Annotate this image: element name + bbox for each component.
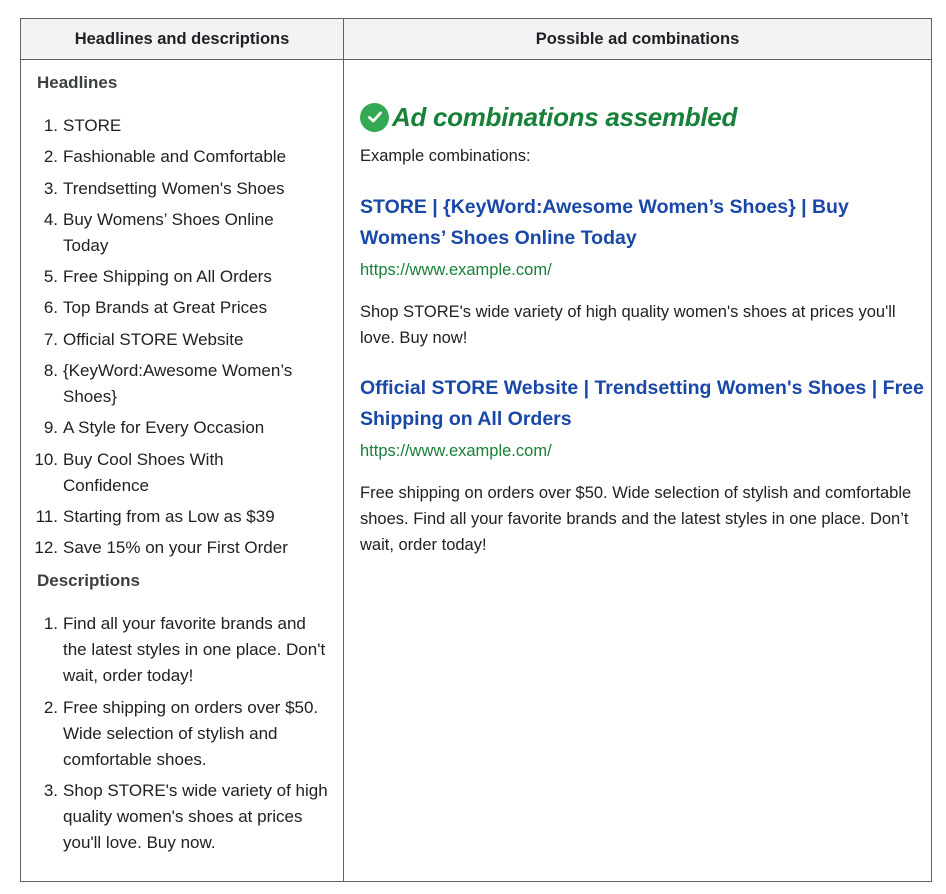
assembled-status-text: Ad combinations assembled [392, 101, 738, 132]
table-header-row [21, 19, 931, 60]
assembled-status [360, 101, 925, 133]
list-item: 7. Official STORE Website [43, 329, 244, 349]
headlines-title: Headlines [37, 73, 118, 92]
headlines-descriptions-cell [34, 71, 337, 861]
list-item: 3. Trendsetting Women's Shoes [43, 178, 285, 198]
column-divider [343, 19, 344, 881]
list-item: 8. {KeyWord:Awesome Women’s Shoes} [43, 361, 293, 407]
descriptions-title: Descriptions [37, 571, 140, 591]
header-possible-combinations: Possible ad combinations [535, 30, 740, 48]
header-headlines-descriptions: Headlines and descriptions [74, 30, 290, 48]
examples-label: Example combinations: [360, 147, 531, 165]
descriptions-list [37, 611, 337, 856]
list-item: 4. Buy Womens’ Shoes Online Today [43, 209, 274, 255]
ad-headline-link[interactable]: STORE | {KeyWord:Awesome Women’s Shoes} | Buy Womens’ Shoes Online Today [360, 196, 849, 249]
list-item: 2. Free shipping on orders over $50. Wide selection of stylish and comfortable shoes. [43, 697, 319, 769]
list-item: 11. Starting from as Low as $39 [35, 506, 275, 526]
possible-combinations-cell [360, 101, 925, 558]
ad-preview [360, 192, 925, 351]
check-circle-icon [360, 103, 389, 132]
ad-display-url: https://www.example.com/ [360, 442, 552, 460]
list-item: 5. Free Shipping on All Orders [43, 267, 272, 287]
ad-description: Shop STORE's wide variety of high quality women's shoes at prices you'll love. Buy now! [360, 303, 896, 347]
ad-display-url: https://www.example.com/ [360, 261, 552, 279]
list-item: 3. Shop STORE's wide variety of high quality women's shoes at prices you'll love. Buy now. [43, 780, 328, 852]
list-item: 6. Top Brands at Great Prices [43, 298, 268, 318]
list-item: 10. Buy Cool Shoes With Confidence [34, 449, 224, 495]
list-item: 1. Find all your favorite brands and the latest styles in one place. Don't wait, order today! [43, 614, 326, 686]
list-item: 9. A Style for Every Occasion [43, 418, 265, 438]
ad-combinations-table [20, 18, 932, 882]
ad-headline-link[interactable]: Official STORE Website | Trendsetting Women's Shoes | Free Shipping on All Orders [360, 377, 924, 430]
ad-preview [360, 373, 925, 558]
list-item: 12. Save 15% on your First Order [34, 538, 288, 558]
list-item: 2. Fashionable and Comfortable [43, 147, 287, 167]
ad-description: Free shipping on orders over $50. Wide selection of stylish and comfortable shoes. Find all your favorite brands and the latest styles in one place. Don’t wait, order today! [360, 484, 912, 554]
headlines-list [34, 113, 337, 561]
list-item: 1. STORE [43, 116, 122, 135]
